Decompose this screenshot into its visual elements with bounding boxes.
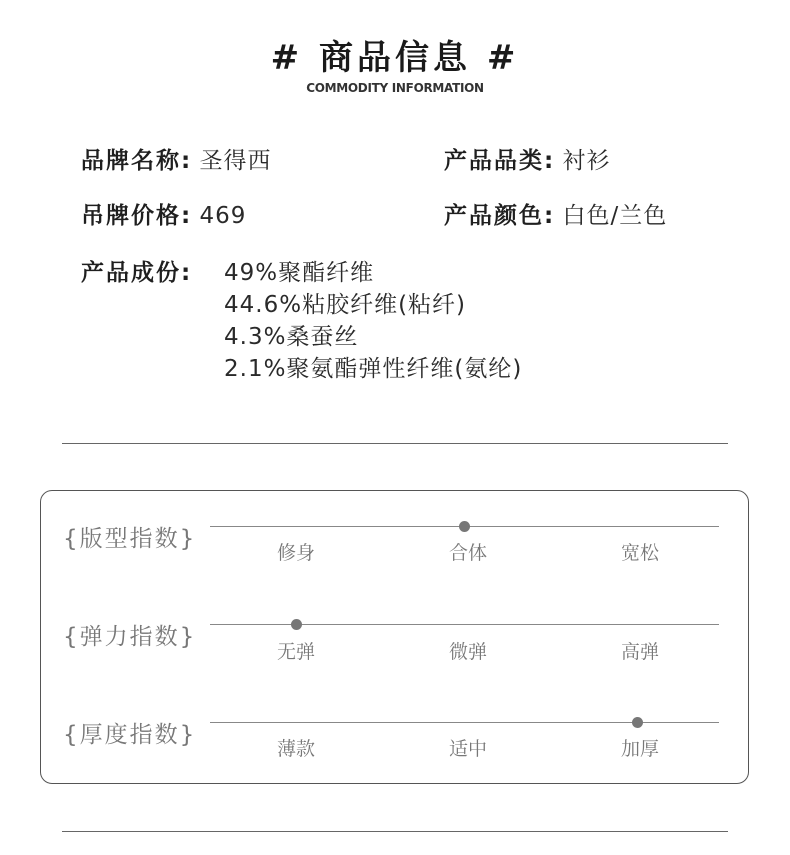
- elasticity-option-none: 无弹: [276, 641, 315, 663]
- category-label: 产品品类:: [444, 148, 556, 174]
- divider: [62, 443, 728, 444]
- thickness-option-thin: 薄款: [276, 738, 315, 760]
- composition-item: 4.3%桑蚕丝: [224, 324, 359, 350]
- composition-item: 49%聚酯纤维: [224, 260, 375, 286]
- category-row: [444, 145, 611, 177]
- category-value: 衬衫: [562, 148, 611, 174]
- page-title: # 商品信息 #: [270, 38, 520, 78]
- fit-scale-marker: [459, 521, 470, 532]
- color-row: [444, 200, 667, 232]
- composition-label: 产品成份:: [81, 260, 193, 286]
- thickness-option-thick: 加厚: [620, 738, 659, 760]
- composition-list: [224, 257, 522, 385]
- price-label: 吊牌价格:: [81, 203, 193, 229]
- fit-option-regular: 合体: [448, 542, 487, 564]
- divider: [62, 831, 728, 832]
- composition-row: [81, 257, 192, 289]
- brand-label: 品牌名称:: [81, 148, 193, 174]
- elasticity-option-high: 高弹: [620, 641, 659, 663]
- page-subtitle: COMMODITY INFORMATION: [306, 81, 484, 95]
- color-label: 产品颜色:: [444, 203, 556, 229]
- composition-item: 2.1%聚氨酯弹性纤维(氨纶): [224, 356, 523, 382]
- elasticity-option-slight: 微弹: [448, 641, 487, 663]
- thickness-option-medium: 适中: [448, 738, 487, 760]
- thickness-scale-marker: [632, 717, 643, 728]
- price-value: 469: [199, 203, 247, 229]
- fit-option-slim: 修身: [276, 542, 315, 564]
- fit-index-label: {版型指数}: [63, 526, 197, 552]
- brand-value: 圣得西: [199, 148, 272, 174]
- elasticity-scale-line: [210, 624, 719, 625]
- thickness-index-label: {厚度指数}: [63, 722, 197, 748]
- brand-row: [81, 145, 272, 177]
- elasticity-scale-marker: [291, 619, 302, 630]
- elasticity-index-label: {弹力指数}: [63, 624, 197, 650]
- color-value: 白色/兰色: [562, 203, 668, 229]
- fit-option-loose: 宽松: [620, 542, 659, 564]
- composition-item: 44.6%粘胶纤维(粘纤): [224, 292, 467, 318]
- price-row: [81, 200, 246, 232]
